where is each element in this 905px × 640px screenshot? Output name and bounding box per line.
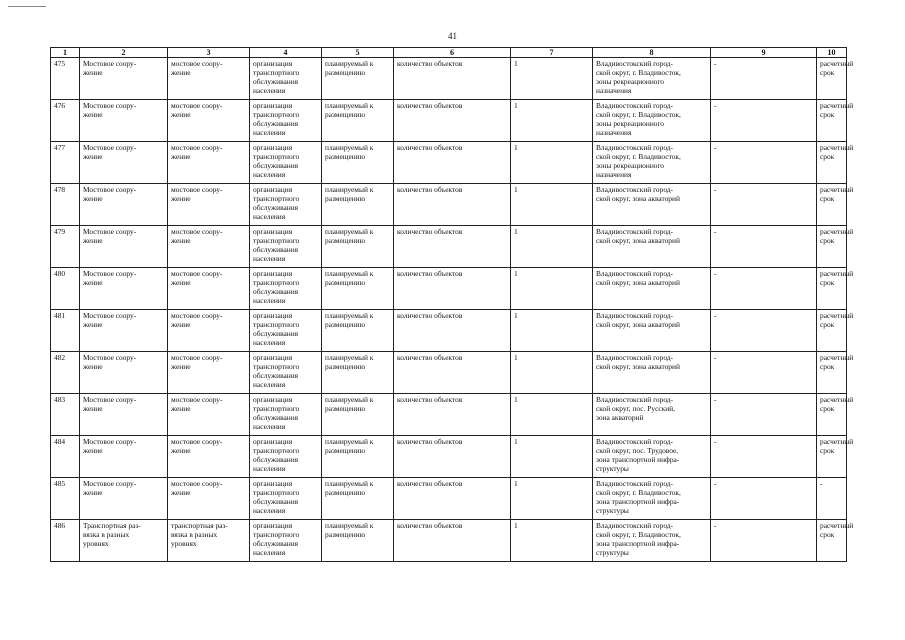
object-type-cell: мостовое соору- жение: [168, 100, 250, 142]
object-type-cell: мостовое соору- жение: [168, 226, 250, 268]
object-name-cell: Мостовое соору- жение: [80, 478, 168, 520]
object-name-cell: Мостовое соору- жение: [80, 352, 168, 394]
table-row: [51, 520, 847, 562]
deadline-cell: расчетный срок: [817, 142, 847, 184]
location-cell: Владивостокский город- ской округ, г. Владивосток, зоны рекреационного назначения: [593, 100, 711, 142]
object-type-cell: мостовое соору- жение: [168, 142, 250, 184]
status-cell: планируемый к размещению: [322, 436, 394, 478]
table-row: [51, 226, 847, 268]
indicator-cell: количество объектов: [394, 394, 511, 436]
column-header: 2: [80, 48, 168, 58]
location-cell: Владивостокский город- ской округ, г. Владивосток, зона транспортной инфра- структуры: [593, 520, 711, 562]
protection-zone-cell: -: [711, 394, 817, 436]
location-cell: Владивостокский город- ской округ, зона акваторий: [593, 184, 711, 226]
indicator-cell: количество объектов: [394, 436, 511, 478]
column-header: 4: [250, 48, 322, 58]
location-cell: Владивостокский город- ской округ, зона акваторий: [593, 352, 711, 394]
object-name-cell: Мостовое соору- жение: [80, 310, 168, 352]
column-header: 5: [322, 48, 394, 58]
location-cell: Владивостокский город- ской округ, пос. Русский, зона акваторий: [593, 394, 711, 436]
object-name-cell: Транспортная раз- вязка в разных уровнях: [80, 520, 168, 562]
purpose-cell: организация транспортного обслуживания населения: [250, 226, 322, 268]
protection-zone-cell: -: [711, 352, 817, 394]
column-header: 10: [817, 48, 847, 58]
status-cell: планируемый к размещению: [322, 100, 394, 142]
deadline-cell: расчетный срок: [817, 520, 847, 562]
row-number-cell: 475: [51, 58, 80, 100]
protection-zone-cell: -: [711, 436, 817, 478]
value-cell: 1: [511, 352, 593, 394]
column-header: 6: [394, 48, 511, 58]
row-number-cell: 477: [51, 142, 80, 184]
object-type-cell: мостовое соору- жение: [168, 478, 250, 520]
row-number-cell: 484: [51, 436, 80, 478]
object-type-cell: мостовое соору- жение: [168, 394, 250, 436]
object-type-cell: мостовое соору- жение: [168, 310, 250, 352]
status-cell: планируемый к размещению: [322, 520, 394, 562]
deadline-cell: расчетный срок: [817, 184, 847, 226]
object-name-cell: Мостовое соору- жение: [80, 226, 168, 268]
status-cell: планируемый к размещению: [322, 58, 394, 100]
value-cell: 1: [511, 268, 593, 310]
indicator-cell: количество объектов: [394, 478, 511, 520]
indicator-cell: количество объектов: [394, 184, 511, 226]
deadline-cell: расчетный срок: [817, 352, 847, 394]
status-cell: планируемый к размещению: [322, 310, 394, 352]
indicator-cell: количество объектов: [394, 58, 511, 100]
deadline-cell: расчетный срок: [817, 58, 847, 100]
column-header: 1: [51, 48, 80, 58]
protection-zone-cell: -: [711, 58, 817, 100]
table-row: [51, 268, 847, 310]
location-cell: Владивостокский город- ской округ, зона акваторий: [593, 268, 711, 310]
column-header: 9: [711, 48, 817, 58]
header-rule: [8, 6, 46, 7]
status-cell: планируемый к размещению: [322, 268, 394, 310]
object-name-cell: Мостовое соору- жение: [80, 268, 168, 310]
protection-zone-cell: -: [711, 520, 817, 562]
location-cell: Владивостокский город- ской округ, г. Владивосток, зоны рекреационного назначения: [593, 58, 711, 100]
table-row: [51, 478, 847, 520]
location-cell: Владивостокский город- ской округ, зона акваторий: [593, 310, 711, 352]
purpose-cell: организация транспортного обслуживания населения: [250, 184, 322, 226]
page-number: 41: [448, 31, 457, 41]
row-number-cell: 478: [51, 184, 80, 226]
object-name-cell: Мостовое соору- жение: [80, 184, 168, 226]
object-name-cell: Мостовое соору- жение: [80, 100, 168, 142]
protection-zone-cell: -: [711, 142, 817, 184]
location-cell: Владивостокский город- ской округ, зона акваторий: [593, 226, 711, 268]
value-cell: 1: [511, 310, 593, 352]
object-name-cell: Мостовое соору- жение: [80, 142, 168, 184]
object-type-cell: мостовое соору- жение: [168, 352, 250, 394]
row-number-cell: 481: [51, 310, 80, 352]
purpose-cell: организация транспортного обслуживания населения: [250, 310, 322, 352]
object-name-cell: Мостовое соору- жение: [80, 58, 168, 100]
status-cell: планируемый к размещению: [322, 352, 394, 394]
status-cell: планируемый к размещению: [322, 184, 394, 226]
indicator-cell: количество объектов: [394, 310, 511, 352]
protection-zone-cell: -: [711, 268, 817, 310]
object-type-cell: мостовое соору- жение: [168, 436, 250, 478]
table-row: [51, 142, 847, 184]
purpose-cell: организация транспортного обслуживания населения: [250, 394, 322, 436]
protection-zone-cell: -: [711, 184, 817, 226]
value-cell: 1: [511, 394, 593, 436]
value-cell: 1: [511, 58, 593, 100]
value-cell: 1: [511, 142, 593, 184]
indicator-cell: количество объектов: [394, 100, 511, 142]
indicator-cell: количество объектов: [394, 520, 511, 562]
indicator-cell: количество объектов: [394, 142, 511, 184]
object-type-cell: мостовое соору- жение: [168, 268, 250, 310]
column-header: 8: [593, 48, 711, 58]
object-name-cell: Мостовое соору- жение: [80, 394, 168, 436]
location-cell: Владивостокский город- ской округ, пос. Трудовое, зона транспортной инфра- структуры: [593, 436, 711, 478]
status-cell: планируемый к размещению: [322, 226, 394, 268]
deadline-cell: -: [817, 478, 847, 520]
purpose-cell: организация транспортного обслуживания населения: [250, 58, 322, 100]
table-row: [51, 394, 847, 436]
deadline-cell: расчетный срок: [817, 226, 847, 268]
table-row: [51, 436, 847, 478]
value-cell: 1: [511, 520, 593, 562]
row-number-cell: 485: [51, 478, 80, 520]
object-name-cell: Мостовое соору- жение: [80, 436, 168, 478]
indicator-cell: количество объектов: [394, 226, 511, 268]
protection-zone-cell: -: [711, 478, 817, 520]
purpose-cell: организация транспортного обслуживания населения: [250, 520, 322, 562]
purpose-cell: организация транспортного обслуживания населения: [250, 478, 322, 520]
table-row: [51, 310, 847, 352]
planned-objects-table: [50, 47, 854, 562]
deadline-cell: расчетный срок: [817, 436, 847, 478]
table-header-row: [51, 48, 847, 58]
value-cell: 1: [511, 436, 593, 478]
status-cell: планируемый к размещению: [322, 394, 394, 436]
column-header: 7: [511, 48, 593, 58]
row-number-cell: 483: [51, 394, 80, 436]
value-cell: 1: [511, 184, 593, 226]
protection-zone-cell: -: [711, 310, 817, 352]
protection-zone-cell: -: [711, 100, 817, 142]
object-type-cell: мостовое соору- жение: [168, 184, 250, 226]
table-body: [51, 58, 854, 562]
purpose-cell: организация транспортного обслуживания населения: [250, 142, 322, 184]
table-row: [51, 58, 847, 100]
table-row: [51, 352, 847, 394]
object-type-cell: транспортная раз- вязка в разных уровнях: [168, 520, 250, 562]
purpose-cell: организация транспортного обслуживания населения: [250, 352, 322, 394]
table-row: [51, 100, 847, 142]
value-cell: 1: [511, 478, 593, 520]
row-number-cell: 479: [51, 226, 80, 268]
row-number-cell: 476: [51, 100, 80, 142]
purpose-cell: организация транспортного обслуживания населения: [250, 268, 322, 310]
purpose-cell: организация транспортного обслуживания населения: [250, 100, 322, 142]
row-number-cell: 486: [51, 520, 80, 562]
protection-zone-cell: -: [711, 226, 817, 268]
table-row: [51, 184, 847, 226]
deadline-cell: расчетный срок: [817, 394, 847, 436]
status-cell: планируемый к размещению: [322, 142, 394, 184]
location-cell: Владивостокский город- ской округ, г. Владивосток, зоны рекреационного назначения: [593, 142, 711, 184]
value-cell: 1: [511, 226, 593, 268]
indicator-cell: количество объектов: [394, 352, 511, 394]
column-header: 3: [168, 48, 250, 58]
location-cell: Владивостокский город- ской округ, г. Владивосток, зона транспортной инфра- структуры: [593, 478, 711, 520]
status-cell: планируемый к размещению: [322, 478, 394, 520]
deadline-cell: расчетный срок: [817, 100, 847, 142]
purpose-cell: организация транспортного обслуживания населения: [250, 436, 322, 478]
row-number-cell: 480: [51, 268, 80, 310]
indicator-cell: количество объектов: [394, 268, 511, 310]
row-number-cell: 482: [51, 352, 80, 394]
value-cell: 1: [511, 100, 593, 142]
object-type-cell: мостовое соору- жение: [168, 58, 250, 100]
deadline-cell: расчетный срок: [817, 268, 847, 310]
deadline-cell: расчетный срок: [817, 310, 847, 352]
